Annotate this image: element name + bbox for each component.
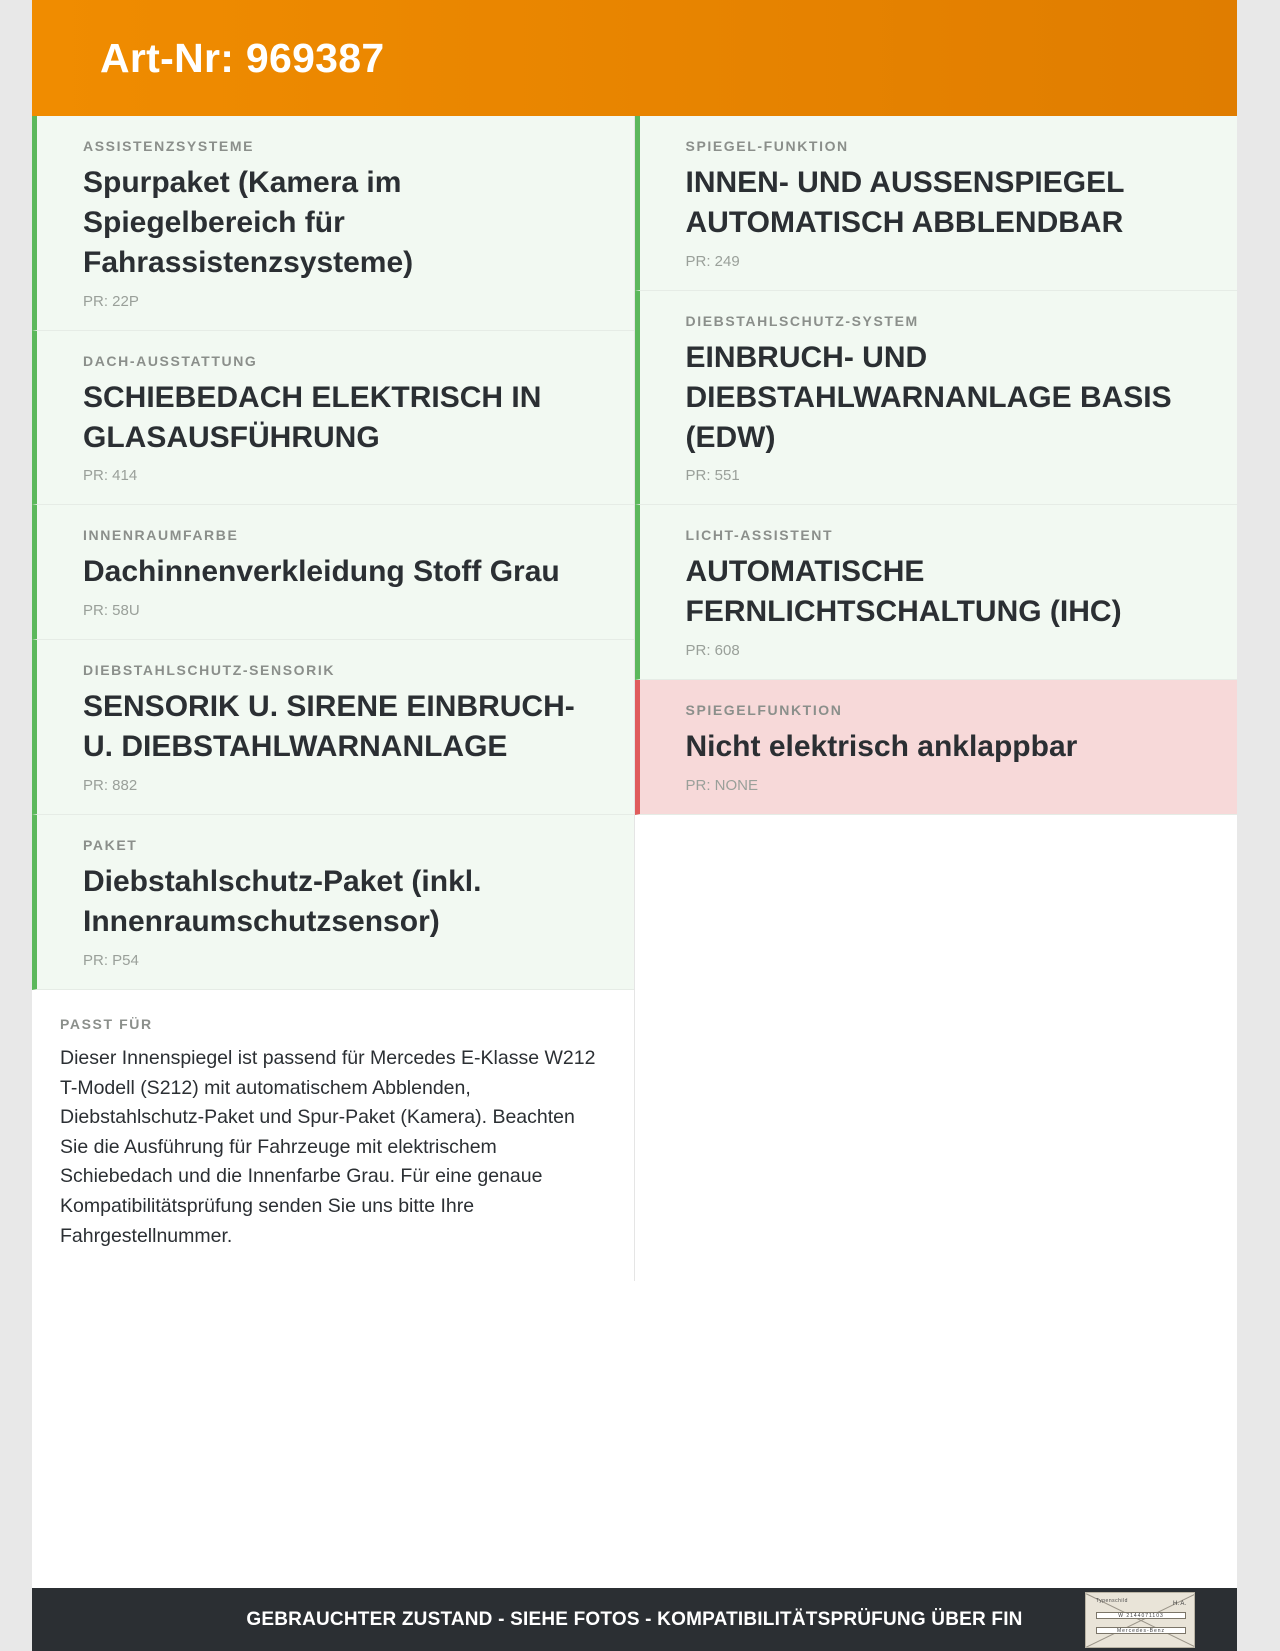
feature-category: DIEBSTAHLSCHUTZ-SYSTEM	[685, 312, 919, 329]
feature-pr-code: PR: 608	[685, 642, 740, 660]
footer-bar	[32, 1588, 1237, 1651]
feature-category: SPIEGEL-FUNKTION	[685, 138, 849, 154]
fits-for-text: Dieser Innenspiegel ist passend für Mercedes E-Klasse W212 T-Modell (S212) mit automatischem Abblenden, Diebstahlschutz-Paket und Spur-Paket (Kamera). Beachten Sie die Ausführung für Fahrzeuge mit elektrischem Schiebedach und die Innenfarbe Grau. Für eine genaue Kompatibilitätsprüfung senden Sie uns bitte Ihre Fahrgestellnummer.	[60, 1046, 596, 1247]
feature-category: LICHT-ASSISTENT	[685, 527, 834, 544]
feature-pr-code: PR: P54	[83, 951, 139, 969]
fits-for-block	[32, 990, 634, 1281]
feature-card[interactable]	[32, 640, 634, 815]
stamp-top-label: Typenschild	[1096, 1598, 1128, 1604]
feature-title: Diebstahlschutz-Paket (inkl. Innenraumschutzsensor)	[83, 865, 482, 939]
footer-notice: GEBRAUCHTER ZUSTAND - SIEHE FOTOS - KOMPATIBILITÄTSPRÜFUNG ÜBER FIN	[246, 1608, 1023, 1630]
feature-pr-code: PR: 58U	[83, 602, 140, 620]
feature-title: SCHIEBEDACH ELEKTRISCH IN GLASAUSFÜHRUNG	[83, 380, 542, 454]
header-bar	[32, 0, 1237, 116]
feature-card[interactable]	[32, 331, 634, 506]
stamp-vin-line: W 2144071103	[1096, 1612, 1186, 1619]
feature-card[interactable]	[635, 291, 1238, 506]
stamp-right-label: H. A.	[1172, 1601, 1186, 1607]
feature-pr-code: PR: 882	[83, 777, 138, 795]
page-title: Art-Nr: 969387	[100, 34, 385, 81]
right-column	[635, 116, 1238, 815]
feature-card[interactable]	[32, 505, 634, 640]
feature-category: PAKET	[83, 837, 138, 854]
feature-card-unavailable[interactable]	[635, 680, 1238, 815]
feature-card[interactable]	[32, 815, 634, 990]
feature-title: Spurpaket (Kamera im Spiegelbereich für Fahrassistenzsysteme)	[83, 166, 414, 279]
feature-category: DIEBSTAHLSCHUTZ-SENSORIK	[83, 662, 336, 679]
feature-category: SPIEGELFUNKTION	[685, 702, 843, 719]
feature-title: AUTOMATISCHE FERNLICHTSCHALTUNG (IHC)	[685, 555, 1122, 629]
feature-pr-code: PR: 414	[83, 467, 138, 485]
feature-title: EINBRUCH- UND DIEBSTAHLWARNANLAGE BASIS (EDW)	[685, 340, 1172, 454]
feature-pr-code: PR: 22P	[83, 292, 139, 310]
feature-pr-code: PR: 249	[685, 252, 740, 270]
feature-title: SENSORIK U. SIRENE EINBRUCH- U. DIEBSTAHLWARNANLAGE	[83, 690, 575, 764]
feature-card[interactable]	[635, 505, 1238, 680]
feature-title: Dachinnenverkleidung Stoff Grau	[83, 555, 560, 589]
feature-title: INNEN- UND AUSSENSPIEGEL AUTOMATISCH ABBLENDBAR	[685, 166, 1124, 239]
stamp-brand-line: Mercedes-Benz	[1096, 1627, 1186, 1634]
feature-pr-code: PR: 551	[685, 467, 740, 485]
listing-sheet	[32, 0, 1237, 1620]
fits-for-label: PASST FÜR	[60, 1015, 153, 1032]
feature-category: INNENRAUMFARBE	[83, 527, 239, 544]
feature-title: Nicht elektrisch anklappbar	[685, 730, 1078, 764]
feature-pr-code: PR: NONE	[685, 777, 759, 795]
type-plate-stamp-icon	[1085, 1592, 1195, 1648]
feature-card[interactable]	[32, 116, 634, 331]
left-column	[32, 116, 635, 1281]
feature-columns	[32, 116, 1237, 1281]
feature-category: ASSISTENZSYSTEME	[83, 138, 255, 154]
feature-category: DACH-AUSSTATTUNG	[83, 352, 258, 369]
feature-card[interactable]	[635, 116, 1238, 291]
